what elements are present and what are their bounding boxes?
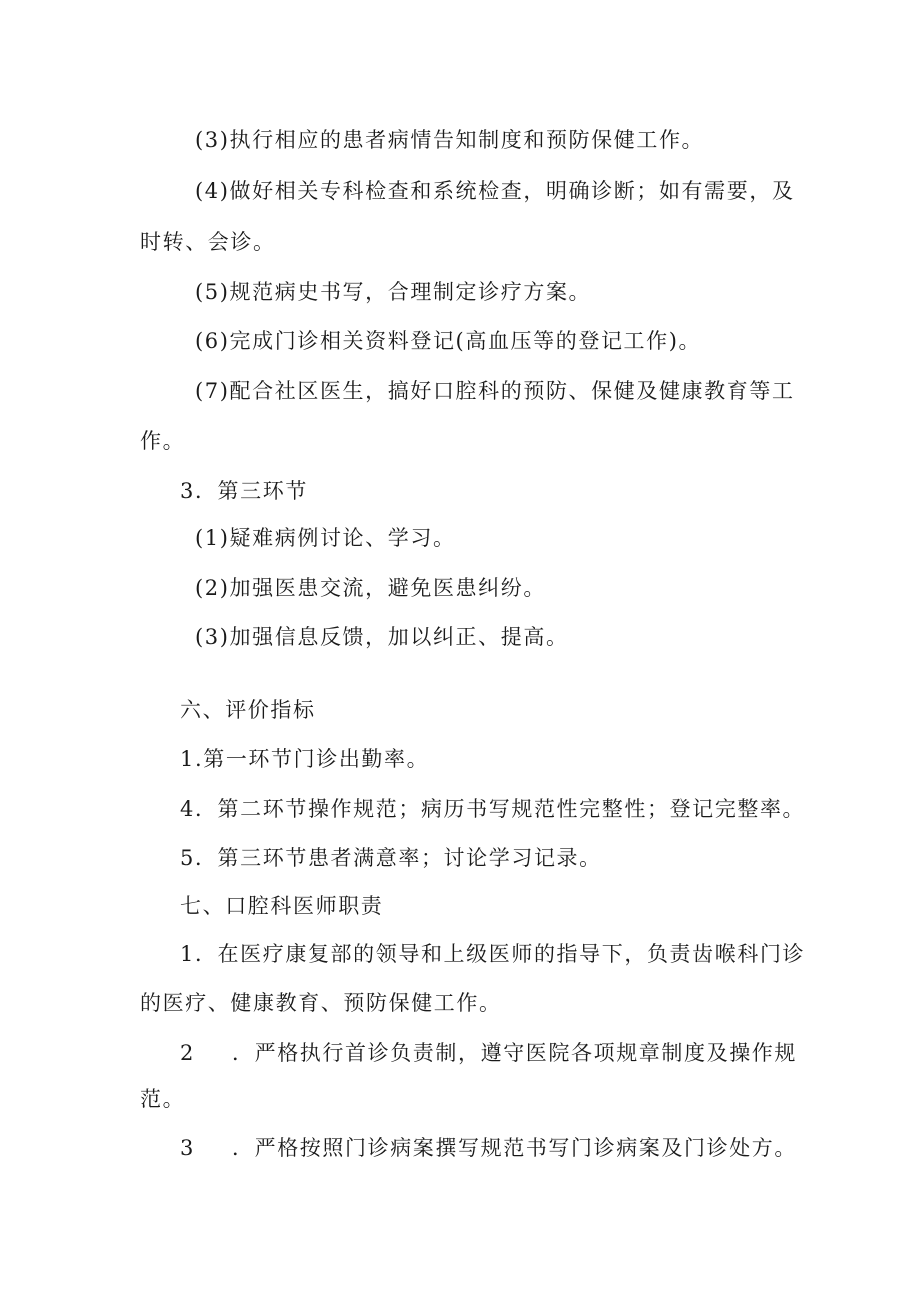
item-number: 2 — [180, 1041, 195, 1065]
text-line: 作。 — [140, 429, 186, 453]
text-line: 的医疗、健康教育、预防保健工作。 — [140, 991, 502, 1015]
text-line: 1．在医疗康复部的领导和上级医师的指导下，负责齿喉科门诊 — [180, 942, 806, 966]
text-line: (4)做好相关专科检查和系统检查，明确诊断；如有需要，及 — [195, 179, 795, 203]
section-heading: 六、评价指标 — [180, 698, 316, 722]
text-line: (6)完成门诊相关资料登记(高血压等的登记工作)。 — [195, 329, 702, 353]
section-heading: 七、口腔科医师职责 — [180, 894, 384, 918]
text-line: (1)疑难病例讨论、学习。 — [195, 526, 456, 550]
text-line — [180, 1135, 797, 1161]
section-heading: 3．第三环节 — [180, 479, 308, 503]
text-line: (3)加强信息反馈，加以纠正、提高。 — [195, 625, 569, 649]
text-line: (2)加强医患交流，避免医患纠纷。 — [195, 576, 546, 600]
item-text: ．严格按照门诊病案撰写规范书写门诊病案及门诊处方。 — [232, 1136, 797, 1160]
text-line: 4．第二环节操作规范；病历书写规范性完整性；登记完整率。 — [180, 797, 806, 821]
text-line: (5)规范病史书写，合理制定诊疗方案。 — [195, 280, 592, 304]
item-text: ．严格执行首诊负责制，遵守医院各项规章制度及操作规 — [232, 1041, 797, 1065]
text-line: 时转、会诊。 — [140, 230, 276, 254]
text-line: 1.第一环节门诊出勤率。 — [180, 747, 430, 771]
text-line: (3)执行相应的患者病情告知制度和预防保健工作。 — [195, 128, 705, 152]
text-line: 5．第三环节患者满意率；讨论学习记录。 — [180, 846, 602, 870]
text-line: (7)配合社区医生，搞好口腔科的预防、保健及健康教育等工 — [195, 379, 795, 403]
item-number: 3 — [180, 1136, 195, 1160]
text-line: 范。 — [140, 1087, 186, 1111]
text-line — [180, 1040, 797, 1066]
